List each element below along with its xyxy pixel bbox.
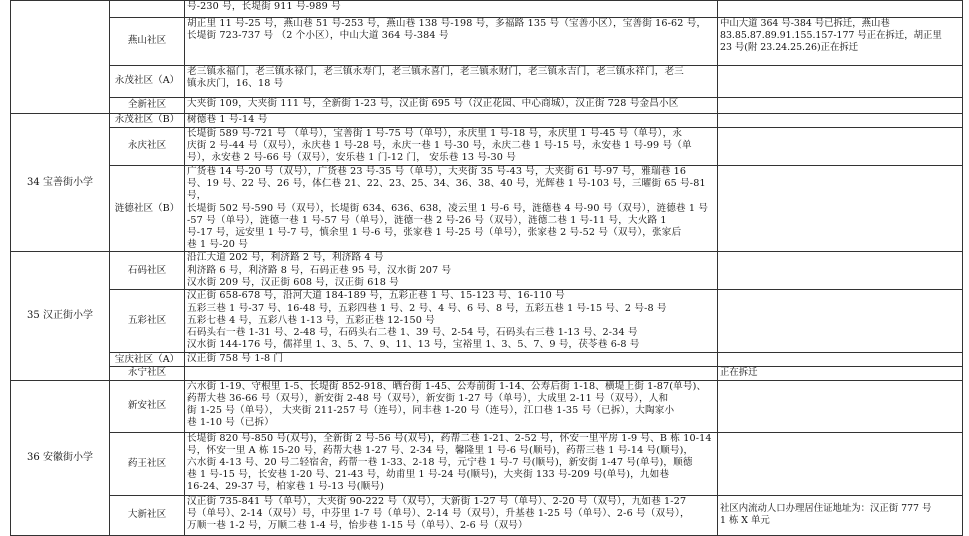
school-cell: 35 汉正街小学	[11, 252, 110, 380]
table-row	[11, 66, 963, 98]
table-row	[11, 432, 963, 495]
table-row	[11, 495, 963, 535]
streets-cell: 汉正街 735-841 号（单号），大夹街 90-222 号（双号），大新街 1-27 号（单号）、2-20 号（双号），九如巷 1-27 号（单号）、2-14（双号）号，中芬里 1-7 号（单号）、2-14 号（双号），升基巷 1-25 号（单号）、2-6 号（双号）， 万顺一巷 1-2 号，万顺二巷 1-4 号，怡步巷 1-15 号（单号）、2-6 号（双号）	[185, 495, 718, 535]
table-row	[11, 98, 963, 114]
note-cell: 社区内流动人口办理居住证地址为：汉正街 777 号 1 栋 X 单元	[718, 495, 963, 535]
note-cell: 正在拆迁	[718, 367, 963, 380]
note-cell	[718, 432, 963, 495]
streets-cell: 汉正街 758 号 1-8 门	[185, 353, 718, 367]
community-cell: 全新社区	[110, 98, 185, 114]
table-row	[11, 114, 963, 128]
streets-cell: 汉正街 658-678 号，沿河大道 184-189 号，五彩正巷 1 号、15-123 号、16-110 号 五彩三巷 1 号-37 号、16-48 号，五彩四巷 1 号、2 号、4 号、6 号、8 号，五彩五巷 1 号-15 号、2 号-8 号 五彩七巷 4 号，五彩八巷 1-13 号，五彩正巷 12-150 号 石码头右一巷 1-31 号、2-48 号，石码头右二巷 1、39 号、2-54 号，石码头右三巷 1-13 号、2-34 号 汉水街 144-176 号，儒祥里 1、3、5、7、9、11、13 号，宝裕里 1、3、5、7、9 号，茯苓巷 6-8 号	[185, 290, 718, 353]
note-cell	[718, 290, 963, 353]
table-row	[11, 252, 963, 290]
community-cell: 宝庆社区（A）	[110, 353, 185, 367]
community-cell: 永茂社区（A）	[110, 66, 185, 98]
school-district-table	[10, 0, 963, 536]
community-cell: 永茂社区（B）	[110, 114, 185, 128]
community-cell: 新安社区	[110, 380, 185, 432]
streets-cell: 长堤街 820 号-850 号(双号)，全新街 2 号-56 号(双号)，药帮二巷 1-21、2-52 号，怀安一里平房 1-9 号、B 栋 10-14 号，怀安一里 A 栋 15-20 号，药帮大巷 1-27 号、2-34 号，馨隆里 1 号-6 号(顺号)，药帮三巷 1 号-14 号(顺号)， 六水街 4-13 号、20 号二轻宿舍，药帮一巷 1-33、2-18 号，元宁巷 1 号-7 号(顺号)，新安街 1-47 号(单号)，顺德 巷 1 号-15 号，长安巷 1-20 号、21-43 号，幼甫里 1 号-24 号(顺号)，大夹街 133 号-209 号(单号)，九如巷 16-24、29-37 号，柏家巷 1 号-13 号(顺号)	[185, 432, 718, 495]
table-row	[11, 1, 963, 18]
streets-cell	[185, 367, 718, 380]
note-cell	[718, 252, 963, 290]
streets-cell: 大夹街 109，大夹街 111 号，全新街 1-23 号，汉正街 695 号（汉正花园、中心商城），汉正街 728 号金昌小区	[185, 98, 718, 114]
school-cell	[11, 1, 110, 114]
community-cell: 石码社区	[110, 252, 185, 290]
note-cell	[718, 380, 963, 432]
note-cell: 中山大道 364 号-384 号已拆迁，燕山巷 83.85.87.89.91.155.157-177 号正在拆迁，胡正里 23 号(附 23.24.25.26)正在拆迁	[718, 18, 963, 66]
table-row	[11, 18, 963, 66]
community-cell: 大新社区	[110, 495, 185, 535]
community-cell: 药王社区	[110, 432, 185, 495]
table-row	[11, 380, 963, 432]
table-row	[11, 353, 963, 367]
streets-cell: 沿江大道 202 号，利济路 2 号，利济路 4 号 利济路 6 号，利济路 8 号，石码正巷 95 号，汉水街 207 号 汉水街 209 号，汉正街 608 号，汉正街 618 号	[185, 252, 718, 290]
streets-cell: 广货巷 14 号-20 号（双号），广货巷 23 号-35 号（单号），大夹街 35 号-43 号，大夹街 61 号-97 号，雅瑞巷 16 号、19 号、22 号、26 号，体仁巷 21、22、23、25、34、36、38、40 号，光辉巷 1 号-103 号，三曜街 65 号-81 号， 长堤街 502 号-590 号（双号），长堤街 634、636、638，凌云里 1 号-6 号，涟德巷 4 号-90 号（双号），涟德巷 1 号 -57 号（单号），涟德一巷 1 号-57 号（单号），涟德一巷 2 号-26 号（双号），涟德二巷 1 号-11 号，大火路 1 号-17 号，远安里 1 号-7 号，慎余里 1 号-6 号，张家巷 1 号-25 号（单号），张家巷 2 号-52 号（双号），张家后 巷 1 号-20 号	[185, 166, 718, 252]
note-cell	[718, 166, 963, 252]
school-cell: 36 安徽街小学	[11, 380, 110, 535]
community-cell: 涟德社区（B）	[110, 166, 185, 252]
streets-cell: 老三镇永福门，老三镇永禄门，老三镇永寿门，老三镇永喜门，老三镇永财门，老三镇永吉门，老三镇永祥门，老三 镇永庆门，16、18 号	[185, 66, 718, 98]
note-cell	[718, 114, 963, 128]
table-row	[11, 128, 963, 166]
table-row	[11, 290, 963, 353]
table-row	[11, 367, 963, 380]
streets-cell: 树德巷 1 号-14 号	[185, 114, 718, 128]
note-cell	[718, 1, 963, 18]
streets-cell: 号-230 号，长堤街 911 号-989 号	[185, 1, 718, 18]
note-cell	[718, 128, 963, 166]
community-cell: 永庆社区	[110, 128, 185, 166]
table-row	[11, 166, 963, 252]
streets-cell: 胡正里 11 号-25 号，燕山巷 51 号-253 号，燕山巷 138 号-198 号，多福路 135 号（宝善小区），宝善街 16-62 号， 长堤街 723-737 号 （2 个小区），中山大道 364 号-384 号	[185, 18, 718, 66]
school-cell: 34 宝善街小学	[11, 114, 110, 252]
streets-cell: 六水街 1-19、守根里 1-5、长堤街 852-918、晒台街 1-45、公寿前街 1-14、公寿后街 1-18、横堤上街 1-87(单号)、 药帮大巷 36-66 号（双号），新安街 2-48 号（双号），新安街 1-27 号（单号），大成里 2-11 号（双号），人和 街 1-25 号（单号）， 大夹街 211-257 号（连号），同丰巷 1-20 号（连号），江口巷 1-35 号（已拆），大陶家小 巷 1-10 号（已拆）	[185, 380, 718, 432]
streets-cell: 长堤街 589 号-721 号 （单号），宝善街 1 号-75 号（单号），永庆里 1 号-18 号，永庆里 1 号-45 号（单号），永 庆街 2 号-44 号（双号），永庆巷 1 号-28 号，永庆一巷 1 号-30 号，永庆二巷 1 号-15 号，永安巷 1 号-99 号（单 号），永安巷 2 号-66 号（双号），安乐巷 1 门-12 门， 安乐巷 13 号-30 号	[185, 128, 718, 166]
community-cell: 五彩社区	[110, 290, 185, 353]
note-cell	[718, 353, 963, 367]
community-cell: 永宁社区	[110, 367, 185, 380]
note-cell	[718, 66, 963, 98]
community-cell: 燕山社区	[110, 18, 185, 66]
note-cell	[718, 98, 963, 114]
community-cell	[110, 1, 185, 18]
